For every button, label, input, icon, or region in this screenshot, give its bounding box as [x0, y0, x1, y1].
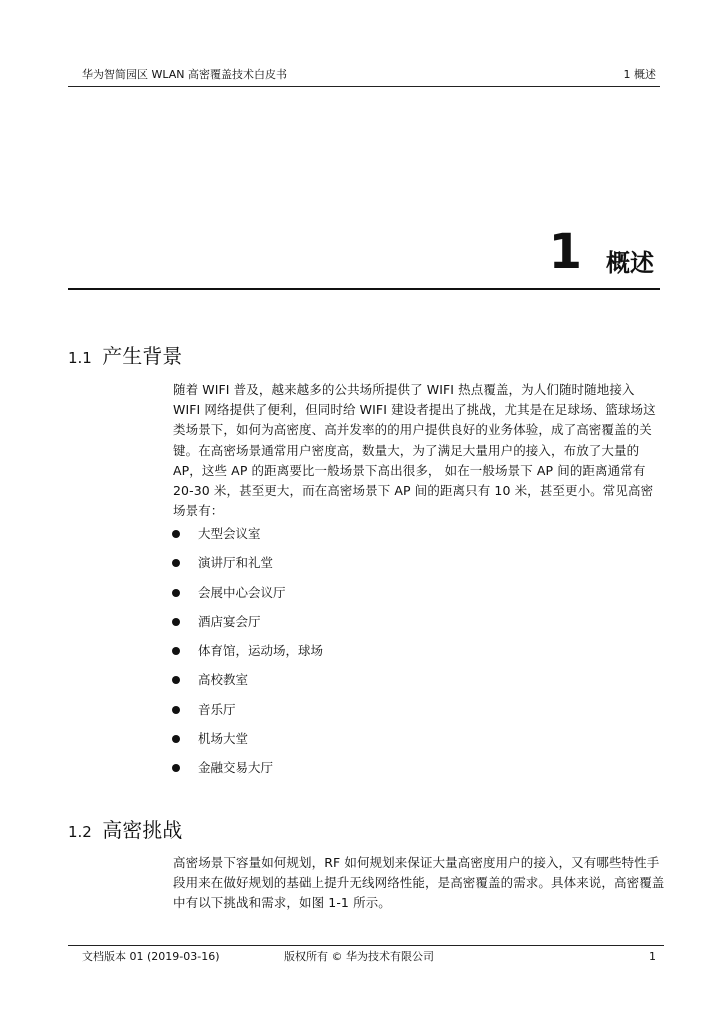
- footer-doc-version: 文档版本 01 (2019-03-16): [82, 950, 220, 963]
- list-item: [171, 670, 323, 699]
- list-item-text: 金融交易大厅: [198, 760, 274, 776]
- list-item-text: 机场大堂: [198, 731, 249, 747]
- section-number: 1.1: [68, 349, 92, 367]
- bullet-dot-icon: [172, 764, 180, 772]
- header-chapter-ref: 1 概述: [623, 68, 656, 81]
- list-item-text: 大型会议室: [198, 526, 261, 541]
- list-item-text: 音乐厅: [198, 701, 236, 717]
- section-heading-1-1: [68, 342, 182, 372]
- header-doc-title: 华为智简园区 WLAN 高密覆盖技术白皮书: [82, 68, 288, 81]
- bullet-dot-icon: [172, 706, 180, 714]
- section-number: 1.2: [68, 823, 92, 841]
- bullet-dot-icon: [172, 735, 180, 743]
- bullet-dot-icon: [172, 589, 180, 597]
- bullet-dot-icon: [172, 559, 180, 567]
- list-item-text: 会展中心会议厅: [198, 584, 286, 600]
- page-header: [68, 66, 660, 87]
- scenario-bullet-list: [171, 524, 323, 788]
- list-item: [171, 553, 323, 582]
- section-title: 产生背景: [102, 344, 183, 368]
- footer-copyright: 版权所有 © 华为技术有限公司: [284, 950, 434, 963]
- section-1-2-paragraph: 高密场景下容量如何规划，RF 如何规划来保证大量高密度用户的接入，又有哪些特性手段用来在做好规划的基础上提升无线网络性能，是高密覆盖的需求。具体来说，高密覆盖中有以下挑战和需求，如图 1-1 所示。: [173, 855, 665, 911]
- list-item-text: 酒店宴会厅: [198, 613, 261, 629]
- list-item: [171, 700, 323, 729]
- bullet-dot-icon: [172, 676, 180, 684]
- bullet-dot-icon: [172, 618, 180, 626]
- list-item-text: 演讲厅和礼堂: [198, 555, 274, 571]
- list-item: [171, 729, 323, 758]
- section-1-1-paragraph: 随着 WIFI 普及，越来越多的公共场所提供了 WIFI 热点覆盖，为人们随时随地接入 WIFI 网络提供了便利，但同时给 WIFI 建设者提出了挑战，尤其是在足球场、篮球场这类场景下，如何为高密度、高并发率的的用户提供良好的业务体验，成了高密覆盖的关键。在高密场景通常用户密度高，数量大，为了满足大量用户的接入，布放了大量的 AP，这些 AP 的距离要比一般场景下高出很多， 如在一般场景下 AP 间的距离通常有 20-30 米，甚至更大，而在高密场景下 AP 间的距离只有 10 米，甚至更小。常见高密场景有：: [173, 382, 656, 519]
- chapter-title-block: [68, 222, 660, 290]
- section-heading-1-2: [68, 816, 182, 846]
- chapter-title: 概述: [606, 249, 654, 277]
- list-item: [171, 583, 323, 612]
- footer-page-number: 1: [649, 950, 656, 963]
- chapter-number: 1: [548, 224, 582, 280]
- list-item: [171, 641, 323, 670]
- page-footer: [68, 945, 664, 968]
- section-title: 高密挑战: [102, 818, 183, 842]
- list-item: [171, 524, 323, 553]
- list-item-text: 高校教室: [198, 672, 249, 688]
- bullet-dot-icon: [172, 647, 180, 655]
- list-item: [171, 612, 323, 641]
- bullet-dot-icon: [172, 530, 180, 538]
- list-item-text: 体育馆，运动场，球场: [198, 643, 324, 659]
- list-item: [171, 758, 323, 787]
